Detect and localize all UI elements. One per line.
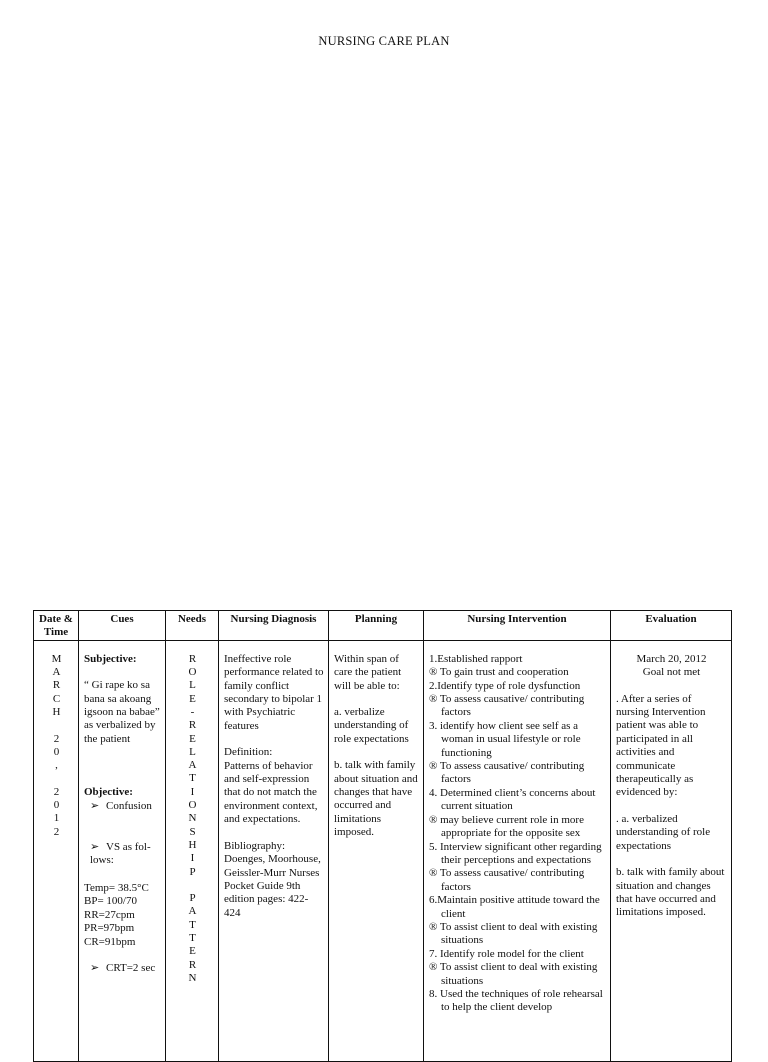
subjective-text: “ Gi rape ko sa bana sa akoang igsoon na babae” as verbalized by the patient: [84, 679, 160, 745]
planning-goal-b: b. talk with family about situation and changes that have occurred and limitations imposed.: [334, 759, 418, 839]
header-nursing-diagnosis: Nursing Diagnosis: [219, 611, 329, 641]
evaluation-text: . After a series of nursing Intervention patient was able to participated in all activities and communicate therapeutically as evidenced by:: [616, 692, 706, 799]
needs-letter: T: [189, 918, 196, 931]
evaluation-cell: [611, 640, 732, 1061]
arrow-icon: ➢: [90, 961, 100, 974]
intervention-item: 4. Determined client’s concerns about current situation: [429, 786, 596, 813]
needs-letter: P: [189, 892, 196, 905]
needs-letter: A: [188, 759, 197, 772]
needs-letter: T: [189, 932, 196, 945]
header-date-time: Date & Time: [34, 611, 79, 641]
date-letter: C: [52, 692, 61, 705]
header-planning: Planning: [329, 611, 424, 641]
needs-letter: L: [189, 745, 196, 758]
date-letter: 0: [53, 745, 60, 758]
date-letter: H: [52, 706, 61, 718]
header-needs: Needs: [166, 611, 219, 641]
needs-letter: O: [188, 666, 197, 679]
header-evaluation: Evaluation: [611, 611, 732, 641]
date-letter: 0: [53, 799, 60, 812]
bibliography-text: Doenges, Moorhouse, Geissler-Murr Nurses Pocket Guide 9th edition pages: 422-424: [224, 853, 321, 919]
intervention-item: 3. identify how client see self as a woman in usual lifestyle or role functioning: [429, 719, 581, 759]
needs-vertical-text: [166, 641, 218, 985]
date-letter: A: [52, 666, 61, 679]
date-letter: R: [52, 679, 61, 692]
diagnosis-cell: [219, 640, 329, 1061]
needs-letter: O: [188, 799, 197, 812]
needs-letter: H: [188, 838, 197, 851]
needs-letter: E: [189, 732, 196, 745]
date-letter: 1: [53, 812, 60, 825]
evaluation-status: Goal not met: [642, 666, 701, 679]
arrow-icon: ➢: [90, 799, 100, 812]
needs-letter: R: [188, 652, 197, 665]
intervention-item: 5. Interview significant other regarding their perceptions and expectations: [429, 840, 602, 866]
table-row: [34, 640, 732, 1061]
intervention-item: ® To assess causative/ contributing factors: [429, 867, 585, 893]
date-letter: 2: [53, 785, 60, 798]
objective-label: Objective:: [84, 786, 133, 799]
cue-bullet-vitals: ➢ VS as fol-lows:: [90, 841, 151, 867]
intervention-item: ® To assess causative/ contributing factors: [429, 760, 585, 786]
needs-cell: [166, 640, 219, 1061]
intervention-item: 7. Identify role model for the client: [429, 947, 584, 960]
date-letter: ,: [55, 759, 58, 772]
vital-sign: PR=97bpm: [84, 922, 135, 935]
vital-sign: CR=91bpm: [84, 935, 136, 948]
intervention-item: ® To assist client to deal with existing situations: [429, 920, 598, 947]
cue-bullet-crt: ➢ CRT=2 sec: [90, 961, 156, 974]
intervention-item: ® To assist client to deal with existing situations: [429, 961, 598, 987]
definition-text: Patterns of behavior and self-expression that do not match the environment context, and expectations.: [224, 759, 318, 826]
header-nursing-intervention: Nursing Intervention: [424, 611, 611, 641]
planning-cell: [329, 640, 424, 1061]
intervention-item: ® may believe current role in more appropriate for the opposite sex: [429, 813, 584, 840]
evaluation-date: March 20, 2012: [636, 652, 707, 665]
definition-label: Definition:: [224, 746, 273, 759]
bibliography-label: Bibliography:: [224, 839, 286, 852]
needs-letter: A: [188, 905, 197, 918]
intervention-item: 2.Identify type of role dysfunction: [429, 679, 581, 692]
planning-goal-a: a. verbalize understanding of role expectations: [334, 706, 409, 745]
needs-letter: R: [188, 719, 197, 732]
care-plan-table: [33, 610, 732, 1062]
intervention-item: 1.Established rapport: [429, 652, 523, 665]
evaluation-result-a: . a. verbalized understanding of role expectations: [616, 812, 711, 852]
cues-cell: [79, 640, 166, 1061]
evaluation-result-b: b. talk with family about situation and changes that have occurred and limitations imposed.: [616, 866, 725, 919]
date-letter: [39, 719, 74, 732]
intervention-item: 8. Used the techniques of role rehearsal to help the client develop: [429, 987, 603, 1014]
needs-letter: I: [190, 852, 195, 865]
needs-letter: N: [188, 812, 197, 825]
intervention-list: [424, 641, 610, 1015]
intervention-cell: [424, 640, 611, 1061]
page-title: NURSING CARE PLAN: [318, 34, 450, 48]
cue-bullet-confusion: ➢ Confusion: [90, 799, 152, 812]
needs-letter: E: [189, 945, 196, 958]
needs-letter: I: [190, 785, 195, 798]
intervention-item: 6.Maintain positive attitude toward the client: [429, 894, 600, 920]
intervention-item: ® To assess causative/ contributing factors: [429, 693, 585, 719]
needs-letter: L: [189, 679, 196, 692]
diagnosis-text: Ineffective role performance related to family conflict secondary to bipolar 1 with Psychiatric features: [224, 652, 324, 732]
needs-letter: [171, 879, 214, 892]
date-letter: [39, 772, 74, 785]
planning-intro: Within span of care the patient will be able to:: [334, 652, 402, 692]
vital-sign: RR=27cpm: [84, 908, 135, 921]
date-letter: M: [51, 652, 62, 665]
needs-letter: R: [188, 958, 197, 971]
subjective-label: Subjective:: [84, 652, 137, 665]
date-letter: 2: [53, 825, 60, 838]
arrow-icon: ➢: [90, 841, 100, 854]
table-header-row: [34, 611, 732, 641]
date-letter: 2: [53, 732, 60, 745]
date-cell: [34, 640, 79, 1061]
needs-letter: P: [189, 865, 196, 878]
needs-letter: E: [189, 692, 196, 705]
intervention-item: ® To gain trust and cooperation: [429, 666, 569, 679]
vital-sign: Temp= 38.5°C: [84, 881, 149, 894]
header-cues: Cues: [79, 611, 166, 641]
needs-letter: -: [190, 706, 195, 718]
vital-sign: BP= 100/70: [84, 895, 137, 908]
needs-letter: S: [189, 825, 196, 838]
needs-letter: T: [189, 772, 196, 785]
needs-letter: N: [188, 971, 197, 984]
date-vertical-text: [34, 641, 78, 839]
